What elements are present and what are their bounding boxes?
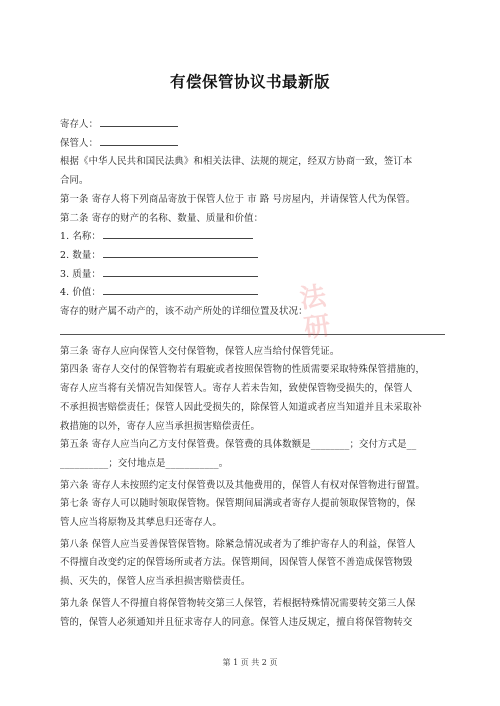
article-2: 第二条 寄存的财产的名称、数量、质量和价值： (60, 212, 264, 224)
article-1: 第一条 寄存人将下列商品寄放于保管人位于 市 路 号房屋内，并请保管人代为保管。 (60, 193, 416, 205)
item-quantity-label: 2. 数量： (60, 249, 101, 261)
item-name-label: 1. 名称： (60, 231, 101, 243)
article-7-line-1: 第七条 寄存人可以随时领取保管物。保管期间届满或者寄存人提前领取保管物的，保 (60, 498, 416, 510)
preamble-line-2: 合同。 (60, 175, 89, 187)
article-8-line-2: 不得擅自改变约定的保管场所或者方法。保管期间，因保管人保管不善造成保管物毁 (60, 557, 413, 569)
item-quality-label: 3. 质量： (60, 268, 101, 280)
depositor-line (60, 116, 445, 135)
item-name-blank (103, 228, 253, 239)
article-9-line-1: 第九条 保管人不得擅自将保管物转交第三人保管，若根据特殊情况需要转交第三人保 (60, 597, 416, 609)
document-body (60, 116, 445, 632)
article-8-line-3: 损、灭失的，保管人应当承担损害赔偿责任。 (60, 576, 251, 588)
real-estate-blank (60, 324, 445, 335)
article-4-line-3: 不承担损害赔偿责任；保管人因此受损失的，除保管人知道或者应当知道并且未采取补 (60, 401, 422, 413)
item-quantity-line (60, 247, 445, 266)
article-7-line-2: 管人应当将原物及其孳息归还寄存人。 (60, 517, 222, 529)
item-quantity-blank (103, 247, 258, 258)
article-3: 第三条 寄存人应向保管人交付保管物，保管人应当给付保管凭证。 (60, 345, 340, 357)
page-footer: 第 1 页 共 2 页 (222, 658, 278, 667)
custodian-label: 保管人： (60, 137, 99, 149)
article-5-line-2: __________；交付地点是___________。 (60, 457, 229, 469)
item-quality-blank (103, 266, 258, 277)
watermark-logo: 法研 (298, 281, 333, 345)
item-name-line (60, 228, 445, 247)
article-5-line-1: 第五条 寄存人应当向乙方支付保管费。保管费的具体数额是________；交付方式是__ (60, 439, 417, 451)
depositor-blank (100, 116, 178, 127)
document-title: 有偿保管协议书最新版 (169, 73, 330, 91)
article-8-line-1: 第八条 保管人应当妥善保管保管物。除紧急情况或者为了维护寄存人的利益，保管人 (60, 538, 416, 550)
article-4-line-2: 寄存人应当将有关情况告知保管人。寄存人若未告知，致使保管物受损失的，保管人 (60, 383, 413, 395)
custodian-line (60, 135, 445, 154)
real-estate-line: 寄存的财产属不动产的，该不动产所处的详细位置及状况： (60, 306, 308, 318)
item-quality-line (60, 266, 445, 285)
item-value-blank (103, 284, 258, 295)
depositor-label: 寄存人： (60, 119, 99, 130)
article-6: 第六条 寄存人未按照约定支付保管费以及其他费用的，保管人有权对保管物进行留置。 (60, 479, 426, 491)
article-4-line-1: 第四条 寄存人交付的保管物若有瑕疵或者按照保管物的性质需要采取特殊保管措施的， (60, 364, 426, 376)
item-value-line (60, 284, 445, 303)
item-value-label: 4. 价值： (60, 287, 101, 299)
custodian-blank (100, 135, 178, 146)
article-4-line-4: 救措施的以外，寄存人应当承担损害赔偿责任。 (60, 420, 261, 432)
preamble-line-1: 根据《中华人民共和国民法典》和相关法律、法规的规定，经双方协商一致，签订本 (60, 156, 413, 168)
article-9-line-2: 管的，保管人必须通知并且征求寄存人的同意。保管人违反规定，擅自将保管物转交 (60, 616, 413, 628)
